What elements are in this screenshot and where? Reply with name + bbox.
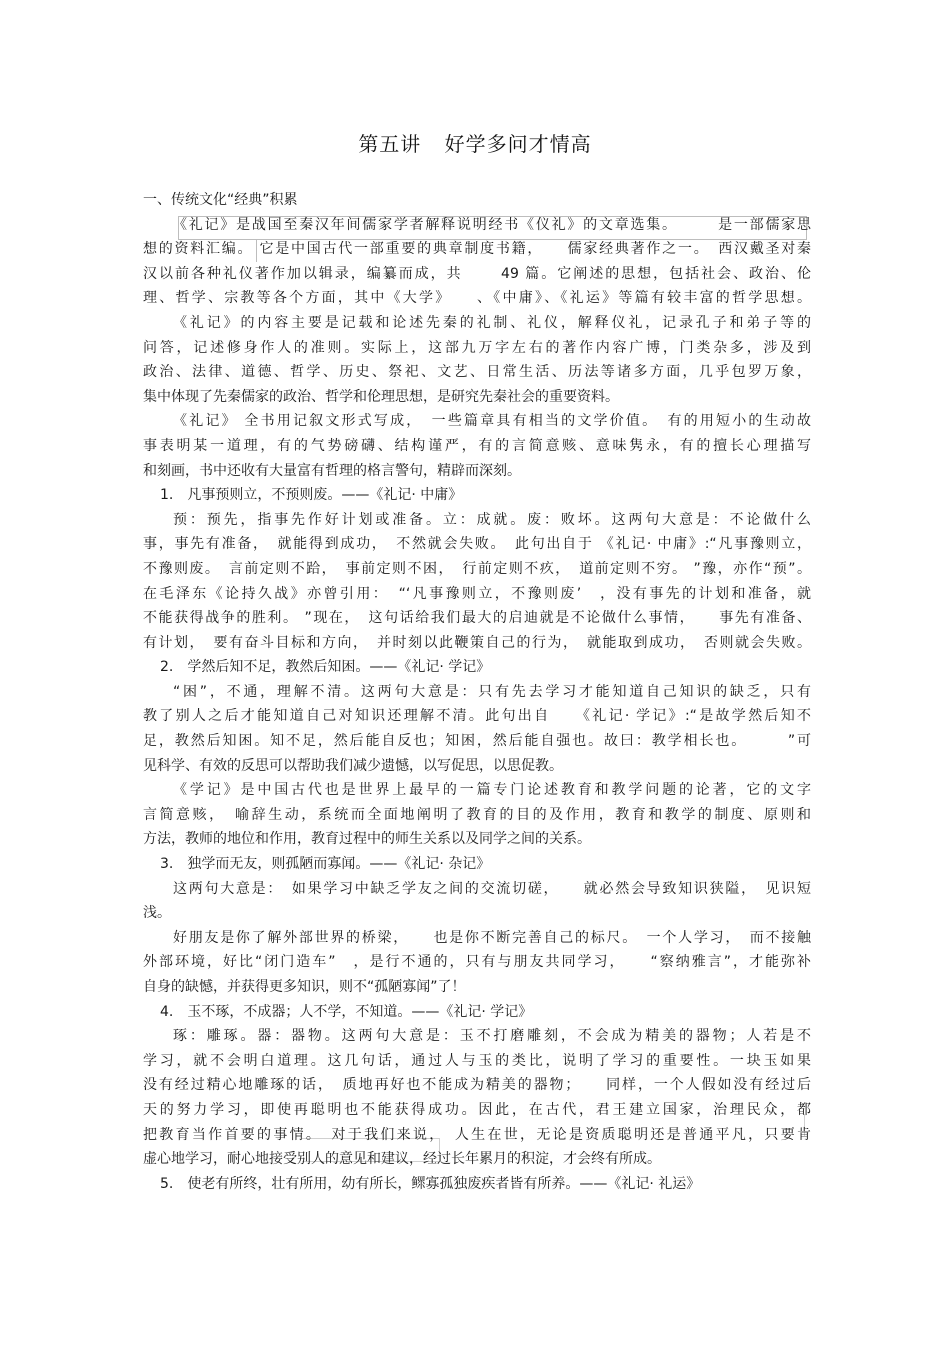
paragraph-line: 事表明某一道理，有的气势磅礴、结构谨严，有的言简意赅、意味隽永，有的擅长心理描写 bbox=[143, 437, 811, 454]
quote-heading: 4. 玉不琢，不成器；人不学，不知道。——《礼记· 学记》 bbox=[160, 1003, 533, 1020]
paragraph-line: 教了别人之后才能知道自己对知识还理解不清。此句出自 《礼记· 学记》:“是故学然后知不 bbox=[143, 708, 811, 725]
lecture-number: 第五讲 bbox=[358, 132, 422, 156]
paragraph-line: 天的努力学习，即使再聪明也不能获得成功。因此，在古代，君王建立国家，治理民众，都 bbox=[143, 1101, 811, 1118]
paragraph-line: 问答，记述修身作人的准则。实际上，这部九万字左右的著作内容广博，门类杂多，涉及到 bbox=[143, 339, 811, 356]
page-title bbox=[0, 128, 950, 157]
paragraph-line: 这两句大意是： 如果学习中缺乏学友之间的交流切磋， 就必然会导致知识狭隘， 见识短 bbox=[173, 880, 811, 897]
paragraph-line: 浅。 bbox=[143, 905, 171, 922]
paragraph-line: 言简意赅， 喻辞生动，系统而全面地阐明了教育的目的及作用，教育和教学的制度、原则和 bbox=[143, 806, 811, 823]
paragraph-line: 汉以前各种礼仪著作加以辑录，编纂而成，共 49 篇。它阐述的思想，包括社会、政治、伦 bbox=[143, 265, 811, 282]
paragraph-line: 学习，就不会明白道理。这几句话，通过人与玉的类比，说明了学习的重要性。一块玉如果 bbox=[143, 1052, 811, 1069]
lecture-title: 好学多问才情高 bbox=[444, 132, 592, 156]
paragraph-line: 《礼记》的内容主要是记载和论述先秦的礼制、礼仪，解释仪礼，记录孔子和弟子等的 bbox=[173, 314, 811, 331]
paragraph-line: 见科学、有效的反思可以帮助我们减少遗憾，以写促思，以思促教。 bbox=[143, 757, 563, 774]
paragraph-line: 自身的缺憾，并获得更多知识，则不“孤陋寡闻”了！ bbox=[143, 979, 466, 995]
paragraph-line: 在毛泽东《论持久战》亦曾引用： “‘凡事豫则立，不豫则废’ ，没有事先的计划和准备，就 bbox=[143, 585, 811, 602]
paragraph-line: 足，教然后知困。知不足，然后能自反也；知困，然后能自强也。故曰：教学相长也。 ”可 bbox=[143, 733, 811, 750]
paragraph-line: 集中体现了先秦儒家的政治、哲学和伦理思想，是研究先秦社会的重要资料。 bbox=[143, 388, 619, 405]
paragraph-line: 理、哲学、宗教等各个方面，其中《大学》 、《中庸》、《礼运》等篇有较丰富的哲学思想。 bbox=[143, 290, 811, 307]
quote-heading: 5. 使老有所终，壮有所用，幼有所长，鳏寡孤独废疾者皆有所养。——《礼记· 礼运》 bbox=[160, 1175, 701, 1192]
paragraph-line: 有计划， 要有奋斗目标和方向， 并时刻以此鞭策自己的行为， 就能取到成功， 否则就会失败。 bbox=[143, 634, 811, 651]
paragraph-line: 方法，教师的地位和作用，教育过程中的师生关系以及同学之间的关系。 bbox=[143, 831, 591, 848]
paragraph-line: 《礼记》 全书用记叙文形式写成， 一些篇章具有相当的文学价值。 有的用短小的生动故 bbox=[173, 413, 811, 430]
paragraph-line: 和刻画，书中还收有大量富有哲理的格言警句，精辟而深刻。 bbox=[143, 462, 521, 479]
paragraph-line: 虚心地学习，耐心地接受别人的意见和建议，经过长年累月的积淀，才会终有所成。 bbox=[143, 1151, 661, 1168]
paragraph-line: 政治、法律、道德、哲学、历史、祭祀、文艺、日常生活、历法等诸多方面，几乎包罗万象， bbox=[143, 364, 811, 381]
paragraph-line: 琢：雕琢。器：器物。这两句大意是：玉不打磨雕刻，不会成为精美的器物；人若是不 bbox=[173, 1028, 811, 1045]
paragraph-line: 不豫则废。 言前定则不跲， 事前定则不困， 行前定则不疚， 道前定则不穷。 ”豫，亦作“预”。 bbox=[143, 560, 811, 577]
paragraph-line: 没有经过精心地雕琢的话， 质地再好也不能成为精美的器物； 同样，一个人假如没有经过后 bbox=[143, 1077, 811, 1094]
paragraph-line: 《礼记》是战国至秦汉年间儒家学者解释说明经书《仪礼》的文章选集。 是一部儒家思 bbox=[173, 216, 811, 233]
quote-heading: 1. 凡事预则立，不预则废。——《礼记· 中庸》 bbox=[160, 487, 463, 504]
paragraph-line: 好朋友是你了解外部世界的桥梁， 也是你不断完善自己的标尺。 一个人学习， 而不接触 bbox=[173, 929, 811, 946]
paragraph-line: 外部环境，好比“闭门造车” ，是行不通的，只有与朋友共同学习， “察纳雅言”，才能弥补 bbox=[143, 954, 811, 971]
paragraph-line: 预：预先，指事先作好计划或准备。立：成就。废：败坏。这两句大意是：不论做什么 bbox=[173, 511, 811, 528]
paragraph-line: 《学记》是中国古代也是世界上最早的一篇专门论述教育和教学问题的论著，它的文字 bbox=[173, 782, 811, 799]
paragraph-line: 把教育当作首要的事情。 对于我们来说， 人生在世，无论是资质聪明还是普通平凡，只要肯 bbox=[143, 1126, 811, 1143]
quote-heading: 2. 学然后知不足，教然后知困。——《礼记· 学记》 bbox=[160, 659, 491, 676]
paragraph-line: “困”，不通，理解不清。这两句大意是：只有先去学习才能知道自己知识的缺乏，只有 bbox=[173, 683, 811, 700]
quote-heading: 3. 独学而无友，则孤陋而寡闻。——《礼记· 杂记》 bbox=[160, 856, 491, 873]
document-body bbox=[143, 188, 811, 1196]
paragraph-line: 想的资料汇编。 它是中国古代一部重要的典章制度书籍， 儒家经典著作之一。 西汉戴圣对秦 bbox=[143, 241, 811, 258]
section-heading: 一、传统文化“经典”积累 bbox=[143, 192, 298, 208]
paragraph-line: 事，事先有准备， 就能得到成功， 不然就会失败。 此句出自于 《礼记· 中庸》:“凡事豫则立， bbox=[143, 536, 811, 553]
paragraph-line: 不能获得战争的胜利。 ”现在， 这句话给我们最大的启迪就是不论做什么事情， 事先有准备、 bbox=[143, 610, 811, 627]
